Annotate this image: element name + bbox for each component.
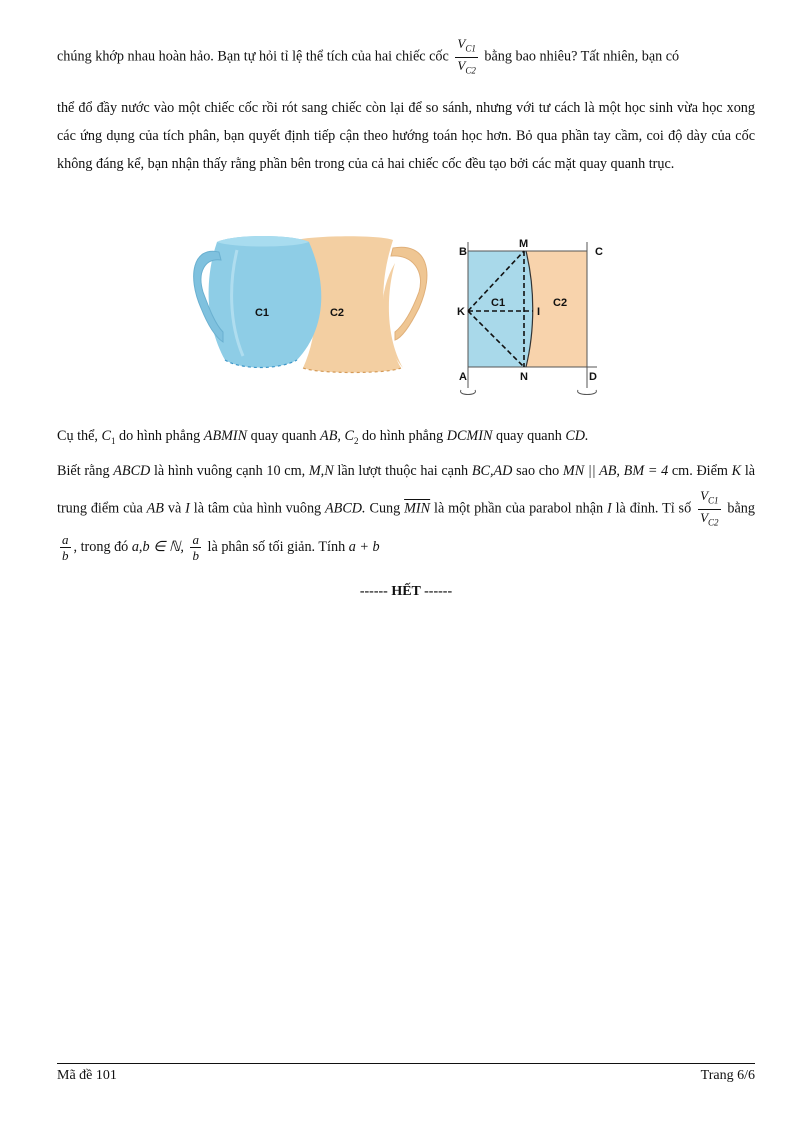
cup-c2-label: C2 [329, 307, 345, 319]
end-mark: ------ HẾT ------ [359, 584, 453, 599]
paragraph-2: thể đổ đầy nước vào một chiếc cốc rồi rót sang chiếc còn lại để so sánh, nhưng với tư cách là một học sinh vừa học xong các ứng dụng của tích phân, bạn quyết định tiếp cận theo hướng toán học hơn. Bỏ qua phần tay cầm, coi độ dày của cốc không đáng kể, bạn nhận thấy rằng phần bên trong của cả hai chiếc cốc đều tạo bởi các mặt quay quanh trục. [57, 100, 755, 172]
region-c2-label: C2 [553, 297, 568, 309]
point-n: N [520, 371, 528, 383]
cup-c1 [194, 236, 322, 368]
paragraph-3: Cụ thể, $C_1$ do hình phẳng ABMIN quay quanh AB, $C_2$ do hình phẳng DCMIN quay quanh CD. [57, 428, 589, 446]
figure [57, 228, 755, 403]
region-blue [468, 251, 526, 367]
point-d: D [589, 371, 597, 383]
footer-exam-code: Mã đề 101 [57, 1068, 117, 1083]
point-c: C [595, 246, 603, 258]
point-i: I [537, 306, 541, 318]
text: bằng bao nhiêu? Tất nhiên, bạn có [484, 48, 680, 65]
geometry-diagram [457, 238, 603, 395]
ratio-fraction: $\frac{V_{C1}}{V_{C2}}$ [700, 488, 719, 528]
a-over-b-fraction-2: $\frac{a}{b}$ [192, 532, 199, 564]
footer-divider [57, 1063, 755, 1064]
point-a: A [459, 371, 467, 383]
point-m: M [519, 238, 529, 250]
point-b: B [459, 246, 467, 258]
cup-c1-label: C1 [254, 307, 270, 319]
paragraph-4: Biết rằng ABCD là hình vuông cạnh 10 cm, M,N lần lượt thuộc hai cạnh BC,AD sao cho MN || AB, BM = 4 cm. Điểm K là trung điểm của AB và I là tâm của hình vuông ABCD. Cung $\overline{MIN}$ là một phần của parabol nhận I là đỉnh. Tỉ số $\frac{V_{C1}}{V_{C2}}$ bằng $\frac{a}{b}$ , trong đó a,b ∈ ℕ, $\frac{a}{b}$ là phân số tối giản. Tính a + b [57, 463, 756, 564]
point-k: K [457, 306, 465, 318]
a-over-b-fraction: $\frac{a}{b}$ [62, 532, 69, 564]
region-orange [526, 251, 587, 367]
volume-ratio-fraction: $\frac{V_{C1}}{V_{C2}}$ [457, 36, 476, 76]
footer-page-number: Trang 6/6 [700, 1068, 755, 1083]
cups-figure [57, 228, 755, 403]
region-c1-label: C1 [491, 297, 506, 309]
text: chúng khớp nhau hoàn hảo. Bạn tự hỏi tỉ lệ thể tích của hai chiếc cốc [57, 48, 449, 65]
paragraph-1 [57, 36, 755, 78]
